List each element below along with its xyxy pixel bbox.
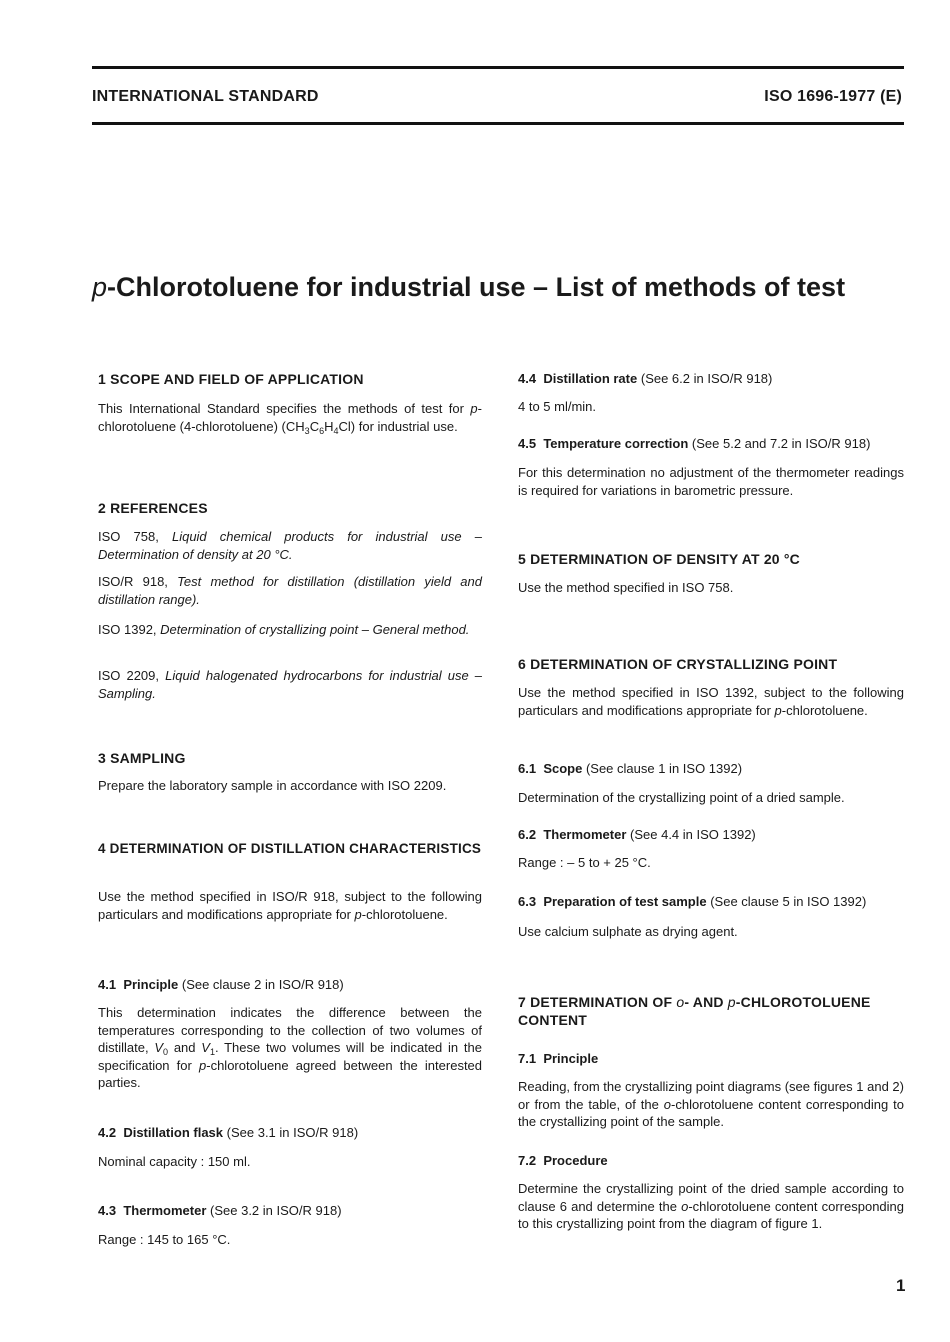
reference-item: ISO 1392, Determination of crystallizing point – General method. (98, 622, 470, 637)
subsection-heading: 4.2 Distillation flask (See 3.1 in ISO/R 918) (98, 1125, 359, 1140)
paragraph: 4 to 5 ml/min. (518, 399, 597, 414)
paragraph: Nominal capacity : 150 ml. (98, 1154, 251, 1169)
paragraph: Prepare the laboratory sample in accordance with ISO 2209. (98, 778, 447, 793)
subsection-heading: 6.2 Thermometer (See 4.4 in ISO 1392) (518, 827, 756, 842)
subsection-heading: 4.4 Distillation rate (See 6.2 in ISO/R 918) (518, 371, 773, 386)
page-title (92, 272, 912, 303)
section-heading: 7 DETERMINATION OF o- AND p-CHLOROTOLUENE CONTENT (518, 994, 871, 1028)
paragraph: Determination of the crystallizing point of a dried sample. (518, 790, 845, 805)
paragraph: Use calcium sulphate as drying agent. (518, 924, 738, 939)
section-1 (98, 370, 364, 388)
top-rule (92, 66, 904, 69)
paragraph: Use the method specified in ISO 1392, subject to the following particulars and modifications appropriate for p-chlorotoluene. (518, 685, 904, 718)
subsection-heading: 7.2 Procedure (518, 1153, 608, 1168)
reference-item: ISO 2209, Liquid halogenated hydrocarbons for industrial use – Sampling. (98, 668, 482, 701)
document-type: INTERNATIONAL STANDARD (92, 88, 319, 105)
paragraph: Determine the crystallizing point of the dried sample according to clause 6 and determine the o-chlorotoluene content corresponding to this crystallizing point from the diagram of figure 1. (518, 1181, 905, 1231)
paragraph: Use the method specified in ISO 758. (518, 580, 734, 595)
subsection-heading: 4.3 Thermometer (See 3.2 in ISO/R 918) (98, 1203, 342, 1218)
standard-number: ISO 1696-1977 (E) (764, 88, 902, 105)
reference-item: ISO 758, Liquid chemical products for industrial use – Determination of density at 20 °C. (98, 529, 482, 562)
paragraph: Use the method specified in ISO/R 918, subject to the following particulars and modifications appropriate for p-chlorotoluene. (98, 889, 482, 922)
subsection-heading: 6.1 Scope (See clause 1 in ISO 1392) (518, 761, 743, 776)
subsection-heading: 6.3 Preparation of test sample (See clause 5 in ISO 1392) (518, 894, 867, 909)
paragraph: This determination indicates the difference between the temperatures corresponding to the collection of two volumes of distillate, $V_0$ and $V_1$. These two volumes will be indicated in the specification for p-chlorotoluene agreed between the interested parties. (98, 1005, 483, 1090)
paragraph: Range : – 5 to + 25 °C. (518, 855, 651, 870)
title-prefix: p (92, 272, 108, 302)
subsection-heading: 4.1 Principle (See clause 2 in ISO/R 918) (98, 977, 344, 992)
subsection-heading: 4.5 Temperature correction (See 5.2 and 7.2 in ISO/R 918) (518, 436, 871, 451)
reference-item: ISO/R 918, Test method for distillation (distillation yield and distillation range). (98, 574, 483, 607)
section-heading: 5 DETERMINATION OF DENSITY AT 20 °C (518, 551, 800, 567)
subsection-heading: 7.1 Principle (518, 1051, 599, 1066)
page-number: 1 (896, 1276, 906, 1295)
section-heading: 4 DETERMINATION OF DISTILLATION CHARACTERISTICS (98, 841, 482, 856)
paragraph: For this determination no adjustment of the thermometer readings is required for variations in barometric pressure. (518, 465, 904, 498)
section-heading: 6 DETERMINATION OF CRYSTALLIZING POINT (518, 656, 838, 672)
paragraph: Range : 145 to 165 °C. (98, 1232, 231, 1247)
paragraph: Reading, from the crystallizing point diagrams (see figures 1 and 2) or from the table, of the o-chlorotoluene content corresponding to the crystallizing point of the sample. (518, 1079, 904, 1129)
header-rule (92, 122, 904, 125)
title-text: -Chlorotoluene for industrial use – List of methods of test (107, 272, 846, 302)
section-heading: 1 SCOPE AND FIELD OF APPLICATION (98, 371, 364, 387)
section-heading: 3 SAMPLING (98, 750, 186, 766)
section-heading: 2 REFERENCES (98, 500, 208, 516)
section-1-text: This International Standard specifies the methods of test for p-chlorotoluene (4-chlorotoluene) $(CH_3C_6H_4Cl)$ for industrial use. (98, 401, 482, 436)
